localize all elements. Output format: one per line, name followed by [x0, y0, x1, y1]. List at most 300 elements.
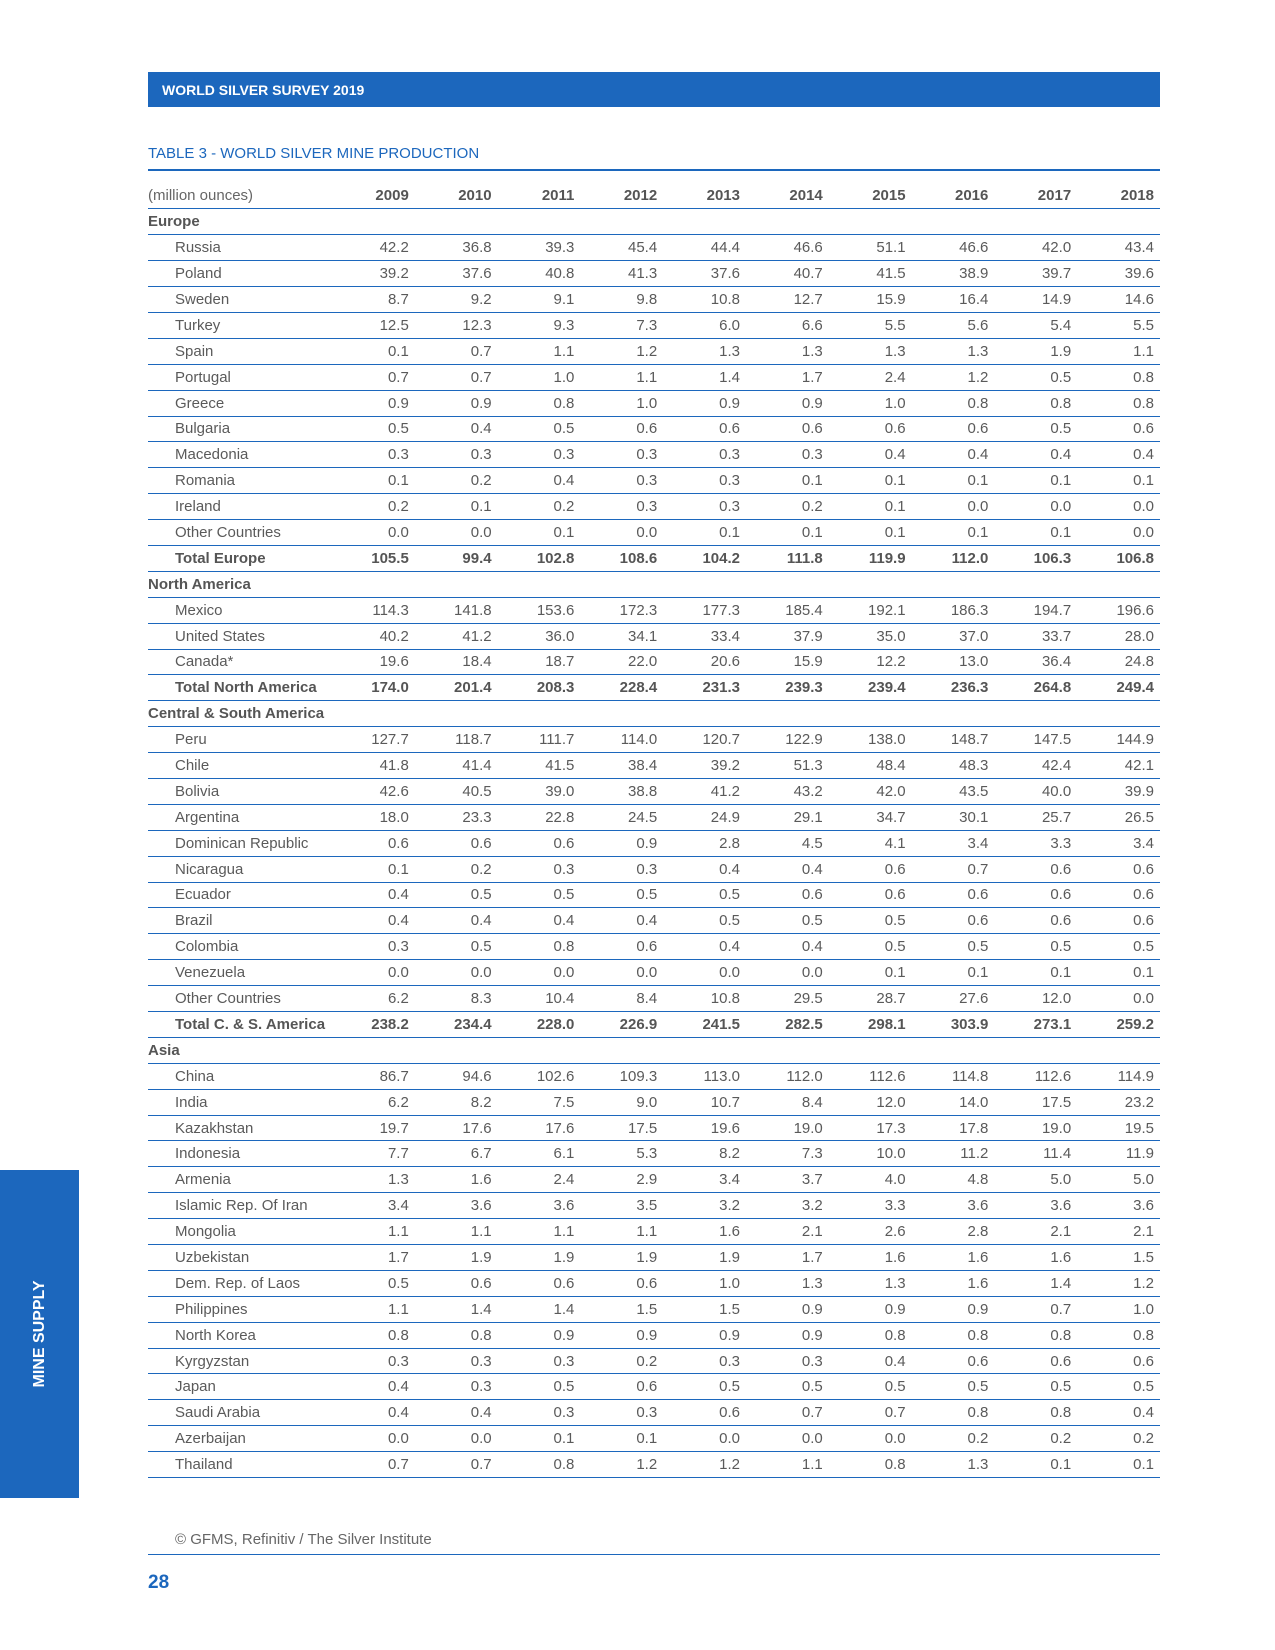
country-name: Colombia [148, 934, 332, 960]
value-cell: 109.3 [580, 1063, 663, 1089]
country-name: Other Countries [148, 986, 332, 1012]
value-cell: 0.4 [1077, 1400, 1160, 1426]
value-cell: 3.6 [994, 1193, 1077, 1219]
value-cell: 6.6 [746, 312, 829, 338]
value-cell: 0.6 [994, 908, 1077, 934]
region-label: Asia [148, 1037, 1160, 1063]
value-cell: 45.4 [580, 235, 663, 261]
value-cell: 0.0 [332, 960, 415, 986]
value-cell: 118.7 [415, 727, 498, 753]
value-cell: 0.0 [994, 494, 1077, 520]
value-cell: 0.8 [829, 1452, 912, 1478]
country-name: Bolivia [148, 778, 332, 804]
value-cell: 264.8 [994, 675, 1077, 701]
value-cell: 0.6 [912, 908, 995, 934]
table-row [148, 1296, 1160, 1322]
value-cell: 1.6 [912, 1270, 995, 1296]
source-rule [148, 1554, 1160, 1555]
value-cell: 148.7 [912, 727, 995, 753]
value-cell: 41.2 [663, 778, 746, 804]
value-cell: 0.3 [498, 442, 581, 468]
value-cell: 1.5 [580, 1296, 663, 1322]
table-row [148, 1115, 1160, 1141]
value-cell: 0.0 [1077, 520, 1160, 546]
value-cell: 37.0 [912, 623, 995, 649]
value-cell: 0.8 [994, 1322, 1077, 1348]
value-cell: 43.2 [746, 778, 829, 804]
value-cell: 0.1 [1077, 468, 1160, 494]
value-cell: 19.5 [1077, 1115, 1160, 1141]
table-row [148, 364, 1160, 390]
value-cell: 11.9 [1077, 1141, 1160, 1167]
year-header: 2014 [746, 183, 829, 209]
value-cell: 1.9 [415, 1245, 498, 1271]
value-cell: 102.8 [498, 545, 581, 571]
value-cell: 10.4 [498, 986, 581, 1012]
value-cell: 94.6 [415, 1063, 498, 1089]
country-name: Dem. Rep. of Laos [148, 1270, 332, 1296]
value-cell: 0.7 [415, 364, 498, 390]
value-cell: 46.6 [912, 235, 995, 261]
region-label: Central & South America [148, 701, 1160, 727]
value-cell: 2.4 [829, 364, 912, 390]
value-cell: 0.6 [498, 1270, 581, 1296]
value-cell: 37.9 [746, 623, 829, 649]
section-tab [0, 1170, 79, 1498]
value-cell: 0.1 [580, 1426, 663, 1452]
value-cell: 34.1 [580, 623, 663, 649]
value-cell: 17.5 [580, 1115, 663, 1141]
value-cell: 37.6 [663, 261, 746, 287]
year-header: 2010 [415, 183, 498, 209]
value-cell: 39.3 [498, 235, 581, 261]
value-cell: 106.8 [1077, 545, 1160, 571]
value-cell: 1.2 [663, 1452, 746, 1478]
value-cell: 0.7 [994, 1296, 1077, 1322]
value-cell: 0.0 [415, 960, 498, 986]
value-cell: 105.5 [332, 545, 415, 571]
value-cell: 102.6 [498, 1063, 581, 1089]
total-row [148, 675, 1160, 701]
country-name: Brazil [148, 908, 332, 934]
value-cell: 9.1 [498, 287, 581, 313]
value-cell: 1.9 [994, 338, 1077, 364]
value-cell: 15.9 [746, 649, 829, 675]
value-cell: 28.0 [1077, 623, 1160, 649]
value-cell: 0.8 [332, 1322, 415, 1348]
value-cell: 119.9 [829, 545, 912, 571]
country-name: Romania [148, 468, 332, 494]
region-row [148, 1037, 1160, 1063]
value-cell: 108.6 [580, 545, 663, 571]
value-cell: 0.3 [580, 1400, 663, 1426]
table-row [148, 727, 1160, 753]
value-cell: 0.3 [663, 442, 746, 468]
value-cell: 0.9 [498, 1322, 581, 1348]
value-cell: 2.8 [912, 1219, 995, 1245]
value-cell: 27.6 [912, 986, 995, 1012]
value-cell: 0.4 [332, 908, 415, 934]
value-cell: 42.0 [994, 235, 1077, 261]
header-bar [148, 72, 1160, 107]
region-label: North America [148, 571, 1160, 597]
total-label: Total C. & S. America [148, 1012, 332, 1038]
value-cell: 0.0 [746, 1426, 829, 1452]
value-cell: 1.1 [746, 1452, 829, 1478]
value-cell: 138.0 [829, 727, 912, 753]
country-name: Spain [148, 338, 332, 364]
value-cell: 1.2 [580, 1452, 663, 1478]
value-cell: 24.9 [663, 804, 746, 830]
value-cell: 0.6 [498, 830, 581, 856]
value-cell: 17.5 [994, 1089, 1077, 1115]
value-cell: 6.7 [415, 1141, 498, 1167]
value-cell: 0.8 [415, 1322, 498, 1348]
value-cell: 114.0 [580, 727, 663, 753]
table-row [148, 1167, 1160, 1193]
value-cell: 228.4 [580, 675, 663, 701]
value-cell: 5.0 [994, 1167, 1077, 1193]
value-cell: 41.2 [415, 623, 498, 649]
value-cell: 12.5 [332, 312, 415, 338]
value-cell: 0.4 [498, 468, 581, 494]
value-cell: 0.2 [332, 494, 415, 520]
value-cell: 8.4 [746, 1089, 829, 1115]
country-name: Macedonia [148, 442, 332, 468]
value-cell: 0.6 [580, 934, 663, 960]
value-cell: 1.3 [746, 338, 829, 364]
value-cell: 14.0 [912, 1089, 995, 1115]
value-cell: 1.5 [1077, 1245, 1160, 1271]
value-cell: 1.1 [415, 1219, 498, 1245]
value-cell: 1.5 [663, 1296, 746, 1322]
table-row [148, 986, 1160, 1012]
value-cell: 38.4 [580, 753, 663, 779]
value-cell: 1.6 [415, 1167, 498, 1193]
value-cell: 1.0 [663, 1270, 746, 1296]
value-cell: 0.9 [663, 1322, 746, 1348]
value-cell: 3.4 [663, 1167, 746, 1193]
value-cell: 5.0 [1077, 1167, 1160, 1193]
value-cell: 10.8 [663, 287, 746, 313]
value-cell: 3.5 [580, 1193, 663, 1219]
value-cell: 0.9 [746, 390, 829, 416]
value-cell: 34.7 [829, 804, 912, 830]
value-cell: 46.6 [746, 235, 829, 261]
value-cell: 19.0 [746, 1115, 829, 1141]
value-cell: 194.7 [994, 597, 1077, 623]
section-tab-label: MINE SUPPLY [31, 1280, 48, 1388]
value-cell: 3.2 [663, 1193, 746, 1219]
value-cell: 42.6 [332, 778, 415, 804]
value-cell: 1.2 [580, 338, 663, 364]
value-cell: 226.9 [580, 1012, 663, 1038]
table-row [148, 390, 1160, 416]
value-cell: 0.9 [829, 1296, 912, 1322]
value-cell: 0.5 [912, 1374, 995, 1400]
country-name: Thailand [148, 1452, 332, 1478]
value-cell: 1.0 [1077, 1296, 1160, 1322]
country-name: Kazakhstan [148, 1115, 332, 1141]
table-row [148, 804, 1160, 830]
value-cell: 9.8 [580, 287, 663, 313]
value-cell: 196.6 [1077, 597, 1160, 623]
year-header: 2011 [498, 183, 581, 209]
value-cell: 39.2 [663, 753, 746, 779]
value-cell: 0.6 [580, 1270, 663, 1296]
value-cell: 51.3 [746, 753, 829, 779]
value-cell: 1.1 [498, 1219, 581, 1245]
unit-label: (million ounces) [148, 183, 332, 209]
value-cell: 41.5 [498, 753, 581, 779]
value-cell: 0.2 [415, 856, 498, 882]
value-cell: 29.1 [746, 804, 829, 830]
value-cell: 0.8 [912, 390, 995, 416]
value-cell: 0.3 [332, 1348, 415, 1374]
table-row [148, 1089, 1160, 1115]
value-cell: 0.1 [994, 1452, 1077, 1478]
value-cell: 0.3 [580, 494, 663, 520]
value-cell: 0.5 [498, 416, 581, 442]
table-row [148, 856, 1160, 882]
country-name: Japan [148, 1374, 332, 1400]
value-cell: 282.5 [746, 1012, 829, 1038]
title-rule [148, 169, 1160, 171]
value-cell: 1.3 [663, 338, 746, 364]
value-cell: 43.5 [912, 778, 995, 804]
value-cell: 241.5 [663, 1012, 746, 1038]
country-name: Mongolia [148, 1219, 332, 1245]
year-header: 2017 [994, 183, 1077, 209]
country-name: Mexico [148, 597, 332, 623]
table-row [148, 1063, 1160, 1089]
value-cell: 40.2 [332, 623, 415, 649]
region-row [148, 571, 1160, 597]
value-cell: 0.1 [1077, 960, 1160, 986]
country-name: Peru [148, 727, 332, 753]
value-cell: 18.4 [415, 649, 498, 675]
value-cell: 3.4 [912, 830, 995, 856]
value-cell: 0.0 [580, 960, 663, 986]
table-row [148, 597, 1160, 623]
value-cell: 22.8 [498, 804, 581, 830]
value-cell: 144.9 [1077, 727, 1160, 753]
value-cell: 38.9 [912, 261, 995, 287]
value-cell: 8.2 [415, 1089, 498, 1115]
value-cell: 0.6 [663, 416, 746, 442]
year-header: 2016 [912, 183, 995, 209]
value-cell: 3.6 [1077, 1193, 1160, 1219]
value-cell: 19.7 [332, 1115, 415, 1141]
value-cell: 2.4 [498, 1167, 581, 1193]
country-name: Sweden [148, 287, 332, 313]
value-cell: 0.4 [415, 416, 498, 442]
value-cell: 0.4 [994, 442, 1077, 468]
value-cell: 1.7 [746, 364, 829, 390]
value-cell: 0.8 [994, 1400, 1077, 1426]
value-cell: 23.3 [415, 804, 498, 830]
value-cell: 0.1 [994, 960, 1077, 986]
value-cell: 20.6 [663, 649, 746, 675]
value-cell: 39.6 [1077, 261, 1160, 287]
value-cell: 44.4 [663, 235, 746, 261]
value-cell: 114.8 [912, 1063, 995, 1089]
value-cell: 12.3 [415, 312, 498, 338]
value-cell: 0.4 [580, 908, 663, 934]
value-cell: 0.5 [912, 934, 995, 960]
value-cell: 112.0 [912, 545, 995, 571]
value-cell: 0.0 [829, 1426, 912, 1452]
value-cell: 0.6 [994, 882, 1077, 908]
value-cell: 0.6 [415, 830, 498, 856]
value-cell: 0.1 [746, 468, 829, 494]
value-cell: 0.7 [746, 1400, 829, 1426]
value-cell: 3.3 [994, 830, 1077, 856]
value-cell: 0.4 [663, 934, 746, 960]
value-cell: 0.5 [332, 416, 415, 442]
value-cell: 6.1 [498, 1141, 581, 1167]
value-cell: 0.6 [912, 882, 995, 908]
value-cell: 1.3 [746, 1270, 829, 1296]
value-cell: 0.0 [912, 494, 995, 520]
country-name: Greece [148, 390, 332, 416]
value-cell: 0.6 [912, 416, 995, 442]
value-cell: 13.0 [912, 649, 995, 675]
value-cell: 0.8 [912, 1322, 995, 1348]
value-cell: 33.4 [663, 623, 746, 649]
value-cell: 0.7 [912, 856, 995, 882]
value-cell: 41.5 [829, 261, 912, 287]
value-cell: 0.3 [498, 1348, 581, 1374]
value-cell: 0.4 [332, 1400, 415, 1426]
value-cell: 9.3 [498, 312, 581, 338]
value-cell: 0.7 [332, 1452, 415, 1478]
value-cell: 0.4 [829, 442, 912, 468]
value-cell: 2.8 [663, 830, 746, 856]
value-cell: 15.9 [829, 287, 912, 313]
value-cell: 0.8 [829, 1322, 912, 1348]
production-table [148, 183, 1160, 1478]
value-cell: 10.7 [663, 1089, 746, 1115]
value-cell: 0.5 [498, 882, 581, 908]
value-cell: 208.3 [498, 675, 581, 701]
country-name: Ecuador [148, 882, 332, 908]
value-cell: 42.1 [1077, 753, 1160, 779]
value-cell: 7.3 [580, 312, 663, 338]
country-name: Armenia [148, 1167, 332, 1193]
value-cell: 0.7 [332, 364, 415, 390]
value-cell: 234.4 [415, 1012, 498, 1038]
value-cell: 0.6 [663, 1400, 746, 1426]
value-cell: 0.0 [498, 960, 581, 986]
value-cell: 0.9 [746, 1322, 829, 1348]
value-cell: 0.8 [498, 390, 581, 416]
value-cell: 174.0 [332, 675, 415, 701]
country-name: Nicaragua [148, 856, 332, 882]
value-cell: 19.0 [994, 1115, 1077, 1141]
value-cell: 0.6 [1077, 1348, 1160, 1374]
value-cell: 0.1 [332, 338, 415, 364]
value-cell: 0.3 [415, 1374, 498, 1400]
value-cell: 29.5 [746, 986, 829, 1012]
value-cell: 0.6 [912, 1348, 995, 1374]
country-name: Portugal [148, 364, 332, 390]
value-cell: 42.0 [829, 778, 912, 804]
value-cell: 5.6 [912, 312, 995, 338]
value-cell: 112.0 [746, 1063, 829, 1089]
table-row [148, 235, 1160, 261]
value-cell: 22.0 [580, 649, 663, 675]
value-cell: 40.8 [498, 261, 581, 287]
value-cell: 12.2 [829, 649, 912, 675]
value-cell: 0.3 [580, 468, 663, 494]
table-row [148, 520, 1160, 546]
value-cell: 1.0 [829, 390, 912, 416]
value-cell: 40.7 [746, 261, 829, 287]
value-cell: 1.4 [663, 364, 746, 390]
value-cell: 0.5 [415, 882, 498, 908]
value-cell: 0.2 [994, 1426, 1077, 1452]
value-cell: 0.2 [498, 494, 581, 520]
table-row [148, 338, 1160, 364]
value-cell: 0.8 [994, 390, 1077, 416]
country-name: United States [148, 623, 332, 649]
value-cell: 0.2 [1077, 1426, 1160, 1452]
value-cell: 0.9 [746, 1296, 829, 1322]
value-cell: 120.7 [663, 727, 746, 753]
value-cell: 0.0 [332, 1426, 415, 1452]
value-cell: 0.6 [829, 856, 912, 882]
total-label: Total Europe [148, 545, 332, 571]
value-cell: 0.5 [994, 416, 1077, 442]
value-cell: 11.4 [994, 1141, 1077, 1167]
value-cell: 249.4 [1077, 675, 1160, 701]
value-cell: 0.5 [332, 1270, 415, 1296]
value-cell: 239.3 [746, 675, 829, 701]
source-note: © GFMS, Refinitiv / The Silver Institute [175, 1531, 432, 1548]
value-cell: 35.0 [829, 623, 912, 649]
table-row [148, 1322, 1160, 1348]
value-cell: 0.4 [829, 1348, 912, 1374]
value-cell: 36.0 [498, 623, 581, 649]
country-name: Canada* [148, 649, 332, 675]
value-cell: 4.8 [912, 1167, 995, 1193]
value-cell: 5.3 [580, 1141, 663, 1167]
value-cell: 0.1 [994, 468, 1077, 494]
value-cell: 41.8 [332, 753, 415, 779]
page-number: 28 [148, 1572, 170, 1593]
country-name: Dominican Republic [148, 830, 332, 856]
value-cell: 1.9 [498, 1245, 581, 1271]
value-cell: 201.4 [415, 675, 498, 701]
value-cell: 0.1 [912, 960, 995, 986]
value-cell: 0.2 [912, 1426, 995, 1452]
value-cell: 1.1 [580, 1219, 663, 1245]
value-cell: 0.6 [994, 856, 1077, 882]
value-cell: 0.0 [580, 520, 663, 546]
value-cell: 12.0 [994, 986, 1077, 1012]
value-cell: 0.0 [663, 960, 746, 986]
value-cell: 0.1 [498, 1426, 581, 1452]
table-row [148, 1193, 1160, 1219]
value-cell: 10.0 [829, 1141, 912, 1167]
value-cell: 7.5 [498, 1089, 581, 1115]
country-name: Indonesia [148, 1141, 332, 1167]
value-cell: 0.1 [829, 468, 912, 494]
value-cell: 9.2 [415, 287, 498, 313]
country-name: Other Countries [148, 520, 332, 546]
value-cell: 0.0 [415, 520, 498, 546]
